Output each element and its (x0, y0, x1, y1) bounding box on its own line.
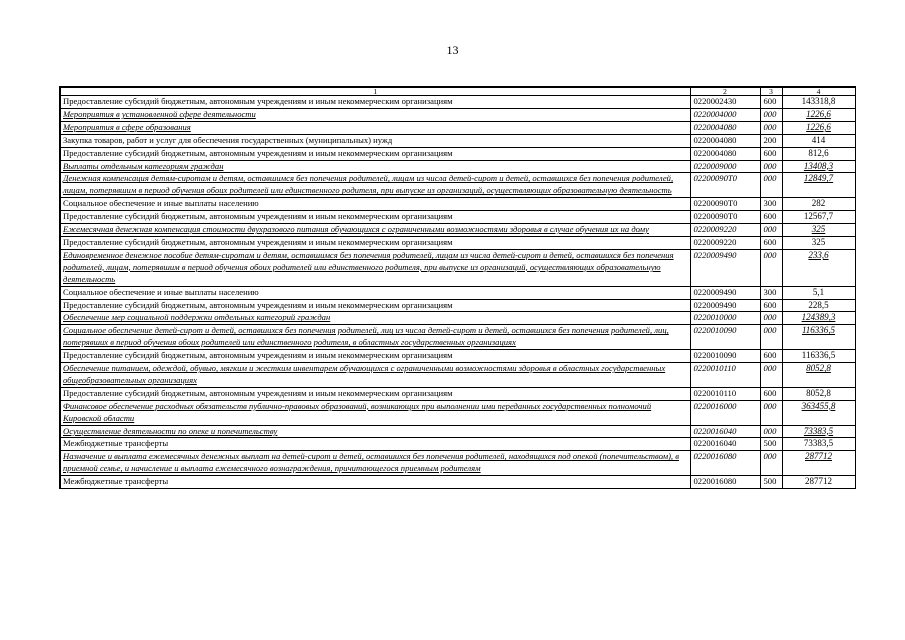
row-type: 600 (760, 299, 782, 312)
table-header-row (60, 87, 855, 96)
table-row (60, 173, 855, 198)
table-row (60, 134, 855, 147)
table-row (60, 198, 855, 211)
row-type: 000 (760, 363, 782, 388)
table-row (60, 299, 855, 312)
row-code: 0220016040 (690, 425, 760, 438)
row-code: 0220002430 (690, 96, 760, 109)
row-name (60, 173, 690, 198)
row-code: 0220010110 (690, 363, 760, 388)
row-code: 0220004080 (690, 147, 760, 160)
row-type: 600 (760, 387, 782, 400)
row-type: 600 (760, 147, 782, 160)
row-type: 000 (760, 108, 782, 121)
row-type: 000 (760, 121, 782, 134)
row-code: 0220010110 (690, 387, 760, 400)
row-code: 0220009490 (690, 249, 760, 286)
row-sum: 414 (782, 134, 855, 147)
row-type: 000 (760, 425, 782, 438)
row-name (60, 451, 690, 476)
table-row (60, 425, 855, 438)
table-row (60, 350, 855, 363)
table-row (60, 160, 855, 173)
row-name-text: Мероприятия в сфере образования (63, 121, 191, 132)
row-name-text: Социальное обеспечение детей-сирот и детей, оставшихся без попечения родителей, лиц из числа детей-сирот и детей, оставшихся без попечения родителей, лиц, потерявших в период обучения обоих родителей или единственного родителя, в областных государственных организациях (63, 325, 669, 348)
row-code: 0220009000 (690, 160, 760, 173)
row-code: 0220010090 (690, 350, 760, 363)
row-name (60, 121, 690, 134)
table-row (60, 451, 855, 476)
row-code: 0220016040 (690, 438, 760, 451)
row-name (60, 312, 690, 325)
row-type: 500 (760, 476, 782, 489)
row-code: 02200090Т0 (690, 198, 760, 211)
row-sum: 812,6 (782, 147, 855, 160)
row-sum: 363455,8 (782, 400, 855, 425)
row-sum: 325 (782, 224, 855, 237)
row-type: 600 (760, 211, 782, 224)
row-sum: 233,6 (782, 249, 855, 286)
row-sum: 325 (782, 236, 855, 249)
row-name: Предоставление субсидий бюджетным, автономным учреждениям и иным некоммерческим организациям (60, 387, 690, 400)
header-col-3: 3 (760, 87, 782, 96)
row-name: Межбюджетные трансферты (60, 476, 690, 489)
row-sum: 73383,5 (782, 438, 855, 451)
row-type: 000 (760, 325, 782, 350)
row-name-text: Осуществление деятельности по опеке и попечительству (63, 425, 278, 436)
row-type: 000 (760, 160, 782, 173)
row-sum: 228,5 (782, 299, 855, 312)
row-name: Предоставление субсидий бюджетным, автономным учреждениям и иным некоммерческим организациям (60, 299, 690, 312)
table-row (60, 96, 855, 109)
table-row (60, 236, 855, 249)
row-name (60, 363, 690, 388)
row-name (60, 249, 690, 286)
row-name: Социальное обеспечение и иные выплаты населению (60, 198, 690, 211)
row-name (60, 160, 690, 173)
table-row (60, 224, 855, 237)
row-sum: 13408,3 (782, 160, 855, 173)
row-type: 000 (760, 312, 782, 325)
table-row (60, 312, 855, 325)
table-row (60, 108, 855, 121)
row-type: 500 (760, 438, 782, 451)
row-code: 0220009490 (690, 286, 760, 299)
row-sum: 1226,6 (782, 108, 855, 121)
row-name (60, 400, 690, 425)
row-name-text: Единовременное денежное пособие детям-сиротам и детям, оставшимся без попечения родителей, лицам из числа детей-сирот и детей, оставшихся без попечения родителей, лицам, потерявшим в период обучения обоих родителей или единственного родителя, при выпуске из организаций, осуществляющих образовательную деятельность (63, 249, 674, 284)
row-code: 0220009220 (690, 236, 760, 249)
row-code: 0220004000 (690, 108, 760, 121)
row-code: 0220016080 (690, 476, 760, 489)
table-row (60, 121, 855, 134)
row-name-text: Денежная компенсация детям-сиротам и детям, оставшимся без попечения родителей, лицам из числа детей-сирот и детей, оставшихся без попечения родителей, лицам, потерявшим в период обучения обоих родителей или единственного родителя, при выпуске из организаций, осуществляющих образовательную деятельность (63, 173, 674, 196)
row-name: Предоставление субсидий бюджетным, автономным учреждениям и иным некоммерческим организациям (60, 147, 690, 160)
row-type: 000 (760, 249, 782, 286)
header-col-4: 4 (782, 87, 855, 96)
row-code: 0220004080 (690, 121, 760, 134)
row-type: 300 (760, 198, 782, 211)
row-name: Предоставление субсидий бюджетным, автономным учреждениям и иным некоммерческим организациям (60, 211, 690, 224)
table-row (60, 147, 855, 160)
row-sum: 12567,7 (782, 211, 855, 224)
row-sum: 5,1 (782, 286, 855, 299)
row-code: 02200090Т0 (690, 173, 760, 198)
row-code: 0220004080 (690, 134, 760, 147)
row-name: Предоставление субсидий бюджетным, автономным учреждениям и иным некоммерческим организациям (60, 96, 690, 109)
row-name-text: Выплаты отдельным категориям граждан (63, 160, 224, 171)
row-name: Социальное обеспечение и иные выплаты населению (60, 286, 690, 299)
row-name: Закупка товаров, работ и услуг для обеспечения государственных (муниципальных) нужд (60, 134, 690, 147)
row-type: 000 (760, 173, 782, 198)
row-name: Предоставление субсидий бюджетным, автономным учреждениям и иным некоммерческим организациям (60, 350, 690, 363)
table-row (60, 387, 855, 400)
row-sum: 8052,8 (782, 387, 855, 400)
row-type: 000 (760, 451, 782, 476)
row-sum: 287712 (782, 451, 855, 476)
row-sum: 282 (782, 198, 855, 211)
row-name-text: Ежемесячная денежная компенсация стоимости двухразового питания обучающихся с ограниченными возможностями здоровья в случае обучения их на дому (63, 224, 649, 235)
row-code: 0220016080 (690, 451, 760, 476)
row-name (60, 425, 690, 438)
row-sum: 116336,5 (782, 350, 855, 363)
budget-table-body (60, 87, 855, 489)
page-number: 13 (446, 43, 459, 57)
row-type: 600 (760, 236, 782, 249)
row-name-text: Назначение и выплата ежемесячных денежных выплат на детей-сирот и детей, оставшихся без попечения родителей, находящихся под опекой (попечительством), в приемной семье, и начисление и выплата ежемесячного вознаграждения, причитающегося приемным родителям (63, 451, 679, 474)
row-code: 0220009220 (690, 224, 760, 237)
header-col-1: 1 (60, 87, 690, 96)
row-type: 000 (760, 224, 782, 237)
budget-table (59, 86, 856, 489)
row-name (60, 224, 690, 237)
row-name: Предоставление субсидий бюджетным, автономным учреждениям и иным некоммерческим организациям (60, 236, 690, 249)
row-sum: 8052,8 (782, 363, 855, 388)
row-type: 200 (760, 134, 782, 147)
row-code: 0220016000 (690, 400, 760, 425)
table-row (60, 325, 855, 350)
table-row (60, 211, 855, 224)
row-type: 000 (760, 400, 782, 425)
row-sum: 287712 (782, 476, 855, 489)
row-code: 0220010090 (690, 325, 760, 350)
row-code: 0220009490 (690, 299, 760, 312)
row-type: 600 (760, 96, 782, 109)
table-row (60, 363, 855, 388)
row-sum: 124389,3 (782, 312, 855, 325)
row-sum: 12849,7 (782, 173, 855, 198)
row-name (60, 108, 690, 121)
row-sum: 1226,6 (782, 121, 855, 134)
row-name-text: Мероприятия в установленной сфере деятельности (63, 108, 256, 119)
table-row (60, 438, 855, 451)
table-row (60, 249, 855, 286)
row-name: Межбюджетные трансферты (60, 438, 690, 451)
row-sum: 143318,8 (782, 96, 855, 109)
row-name-text: Финансовое обеспечение расходных обязательств публично-правовых образований, возникающих при выполнении ими переданных государственных полномочий Кировской области (63, 400, 652, 423)
row-code: 02200090Т0 (690, 211, 760, 224)
row-name-text: Обеспечение питанием, одеждой, обувью, мягким и жестким инвентарем обучающихся с ограниченными возможностями здоровья в областных государственных общеобразовательных организациях (63, 363, 666, 385)
row-type: 300 (760, 286, 782, 299)
row-code: 0220010000 (690, 312, 760, 325)
row-name (60, 325, 690, 350)
table-row (60, 400, 855, 425)
row-name-text: Обеспечение мер социальной поддержки отдельных категорий граждан (63, 312, 331, 323)
row-type: 600 (760, 350, 782, 363)
header-col-2: 2 (690, 87, 760, 96)
row-sum: 73383,5 (782, 425, 855, 438)
table-row (60, 286, 855, 299)
row-sum: 116336,5 (782, 325, 855, 350)
table-row (60, 476, 855, 489)
